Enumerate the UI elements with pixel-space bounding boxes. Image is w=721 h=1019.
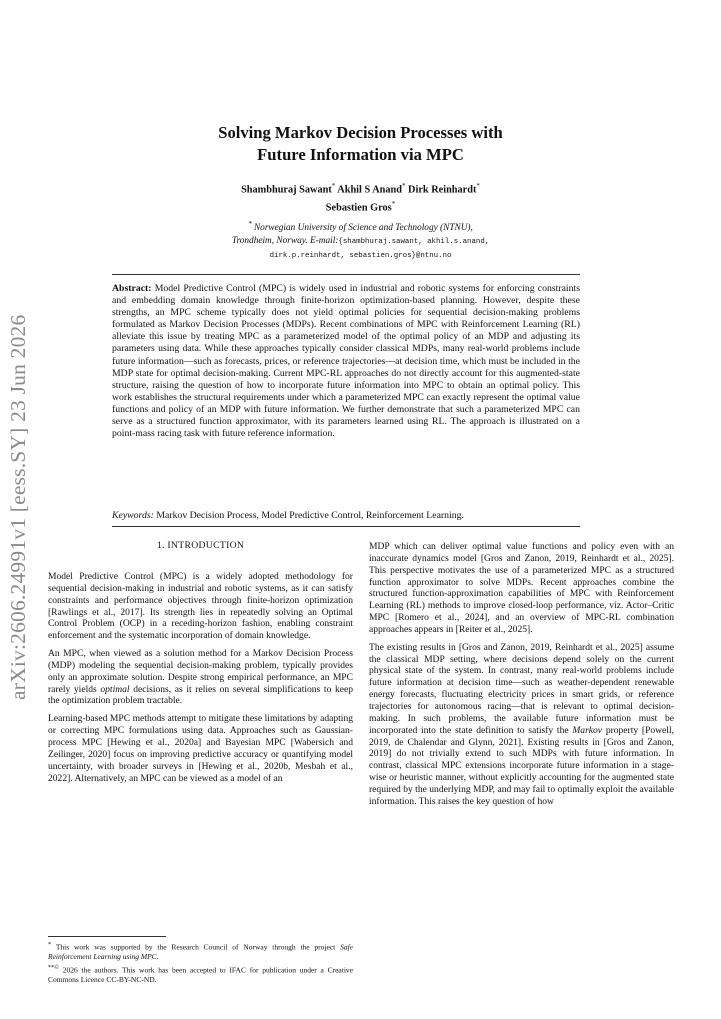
keywords: [112, 510, 580, 522]
paragraph: MDP which can deliver optimal value functions and policy even with an inaccurate dynamics model [Gros and Zanon, 2019, Reinhardt et al., 2025]. This perspective motivates the use of a parameterized MPC as a structured function approximator to solve MDPs. Recent approaches combine the structured function-approximation capabilities of MPC with Reinforcement Learning (RL) methods to improve closed-loop performance, viz. Actor–Critic MPC [Romero et al., 2024], and an overview of MPC-RL combination approaches appears in [Reiter et al., 2025].: [369, 541, 674, 635]
author-name: Akhil S Anand: [337, 184, 402, 196]
footnote: [48, 963, 353, 985]
paragraph-text: An MPC, when viewed as a solution method for a Markov Decision Process (MDP) modeling the sequential decision-making problem, typically provides only an approximate solution. Despite strong empirical performance, an MPC rarely yields: [48, 648, 353, 695]
author-name: Sebastien Gros: [325, 202, 392, 214]
paper-title: [0, 122, 721, 166]
right-column: [369, 541, 674, 814]
abstract: [112, 283, 580, 440]
author-mark: *: [331, 182, 336, 190]
affiliation-line-2: Trondheim, Norway. E-mail:: [231, 236, 339, 247]
paragraph: Learning-based MPC methods attempt to mitigate these limitations by adapting or correcting MPC formulations using data. Approaches such as Gaussian-process MPC [Hewing et al., 2020a] and Bayesian MPC [Wabersich and Zeilinger, 2020] focus on improving predictive accuracy or quantifying model uncertainty, with broader surveys in [Hewing et al., 2020b, Mesbah et al., 2022]. Alternatively, an MPC can be viewed as a model of an: [48, 713, 353, 784]
paragraph: [369, 642, 674, 808]
affiliation: [0, 218, 721, 263]
section-heading: 1. INTRODUCTION: [156, 540, 245, 551]
author-name: Shambhuraj Sawant: [241, 184, 332, 196]
abstract-text: Model Predictive Control (MPC) is widely used in industrial and robotic systems for enforcing constraints and embedding domain knowledge through finite-horizon optimization-based planning. However, despite these strengths, an MPC scheme typically does not yield optimal policies for sequential decision-making problems formulated as Markov Decision Processes (MDPs). Recent combinations of MPC with Reinforcement Learning (RL) alleviate this issue by treating MPC as a parameterized model of the optimal policy of an MDP and adjusting its parameters using data. While these approaches typically consider classical MDPs, many real-world problems include future information—such as forecasts, prices, or reference trajectories—at decision time, which must be included in the MDP state for optimal decision-making. Current MPC-RL approaches do not directly account for this augmented-state structure, raising the question of how to incorporate future information into MPC to obtain an optimal policy. This work establishes the structural requirements under which a parameterized MPC can exactly represent the optimal value functions and policy of an MDP with future information. We further demonstrate that such a parameterized MPC can serve as a structured function approximator, with its parameters learned using RL. The approach is illustrated on a point-mass racing task with future reference information.: [112, 283, 581, 440]
abstract-top-rule: [112, 274, 580, 275]
footnote-mark: *: [48, 941, 52, 948]
emphasis: optimal: [100, 683, 130, 695]
paragraph-text: property [Powell, 2019, de Chalendar and Glynn, 2021]. Existing results in [Gros and Zanon, 2019] do not trivially extend to such MDPs with future information. In contrast, classical MPC extensions incorporate future information in a stage-wise or heuristic manner, without explicitly accounting for the augmented state required by the underlying MDP, and may fail to optimally exploit the available information. This raises the key question of how: [369, 724, 674, 807]
keywords-label: Keywords:: [112, 510, 154, 521]
abstract-bottom-rule: [112, 526, 580, 527]
footnote: [48, 940, 353, 962]
author-name: Dirk Reinhardt: [408, 184, 477, 196]
footnote-rule: [48, 936, 166, 937]
email-address: {shambhuraj.sawant, akhil.s.anand,: [338, 238, 490, 247]
author-mark: *: [476, 182, 480, 190]
author-mark: *: [401, 182, 406, 190]
title-line-1: Solving Markov Decision Processes with: [218, 123, 503, 142]
footnotes: [48, 940, 353, 985]
left-column: [48, 571, 353, 790]
affiliation-mark: *: [248, 220, 252, 228]
paragraph: Model Predictive Control (MPC) is a widely adopted methodology for sequential decision-making in industrial and robotic systems, as it can satisfy constraints and performance objectives through finite-horizon optimization [Rawlings et al., 2017]. Its strength lies in repeatedly solving an Optimal Control Problem (OCP) in a receding-horizon fashion, enabling constraint enforcement and the systematic incorporation of domain knowledge.: [48, 571, 353, 642]
abstract-label: Abstract:: [112, 283, 152, 294]
author-list: [0, 179, 721, 216]
affiliation-line-1: Norwegian University of Science and Technology (NTNU),: [253, 223, 473, 234]
paragraph-text: The existing results in [Gros and Zanon, 2019, Reinhardt et al., 2025] assume the classical MDP setting, where decisions depend solely on the current physical state of the system. In contrast, many real-world problems include future information at decision time—such as weather-dependent renewable energy forecasts, fluctuating electricity prices in smart grids, or reference trajectories for autonomous racing—that is relevant to optimal decision-making. In such problems, the available future information must be incorporated into the state definition to satisfy the: [369, 641, 674, 736]
email-address: dirk.p.reinhardt, sebastien.gros}@ntnu.no: [269, 252, 452, 261]
paragraph: [48, 648, 353, 707]
emphasis: Markov: [572, 724, 603, 736]
footnote-mark: **©: [48, 963, 59, 971]
paragraph-text: decisions, as it relies on several simplifications to keep the optimization problem tractable.: [48, 683, 354, 707]
arxiv-stamp: arXiv:2606.24991v1 [eess.SY] 23 Jun 2026: [6, 314, 30, 700]
author-mark: *: [391, 200, 396, 209]
footnote-text: This work was supported by the Research Council of Norway through the project: [55, 942, 336, 952]
title-line-2: Future Information via MPC: [257, 145, 464, 164]
keywords-text: Markov Decision Process, Model Predictive Control, Reinforcement Learning.: [156, 510, 464, 521]
emphasis: Safe Reinforcement Learning using MPC.: [48, 942, 354, 961]
footnote-text: 2026 the authors. This work has been accepted to IFAC for publication under a Creative Commons Licence CC-BY-NC-ND.: [48, 965, 353, 984]
